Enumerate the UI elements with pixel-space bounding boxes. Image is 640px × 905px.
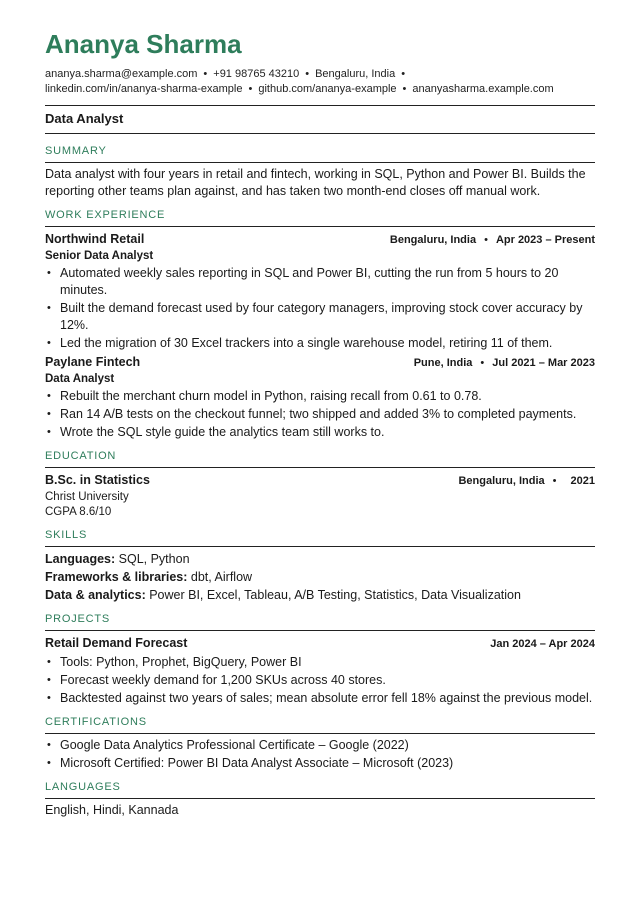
entry-header	[45, 635, 595, 653]
job-title: Senior Data Analyst	[45, 250, 154, 262]
entry-meta	[390, 232, 595, 249]
summary-text: Data analyst with four years in retail and fintech, working in SQL, Python and Power BI. Builds the reporting other teams plan against, and has taken two month-end closes off manual work.	[45, 167, 586, 198]
separator-dot: •	[248, 82, 253, 95]
job-title: Data Analyst	[45, 373, 115, 385]
contact-line-1	[45, 67, 595, 82]
skill-row	[45, 568, 595, 586]
linkedin-link[interactable]: linkedin.com/in/ananya-sharma-example	[45, 82, 243, 95]
education-entry	[45, 472, 595, 520]
skill-row	[45, 586, 595, 604]
certification-item: • Google Data Analytics Professional Certificate – Google (2022)	[60, 737, 595, 754]
languages-text: English, Hindi, Kannada	[45, 803, 179, 817]
skills-list	[45, 550, 595, 604]
section-title-projects: PROJECTS	[45, 613, 595, 631]
website-link[interactable]: ananyasharma.example.com	[412, 82, 554, 95]
entry-meta	[458, 473, 595, 490]
candidate-name: Ananya Sharma	[45, 29, 242, 59]
bullet-item: • Wrote the SQL style guide the analytics team still works to.	[60, 424, 595, 441]
bullet-list	[45, 654, 595, 707]
skill-label: Data & analytics:	[45, 588, 146, 602]
project-name: Retail Demand Forecast	[45, 636, 188, 650]
bullet-item: • Ran 14 A/B tests on the checkout funnel; two shipped and added 3% to completed payments.	[60, 406, 595, 423]
bullet-item: • Automated weekly sales reporting in SQL and Power BI, cutting the run from 5 hours to 20 minutes.	[60, 265, 595, 299]
bullet-item: • Backtested against two years of sales; mean absolute error fell 18% against the previous model.	[60, 690, 595, 707]
bullet-item: • Forecast weekly demand for 1,200 SKUs across 40 stores.	[60, 672, 595, 689]
entry-dates: Jan 2024 – Apr 2024	[490, 638, 595, 650]
company-name: Paylane Fintech	[45, 355, 141, 369]
location: Bengaluru, India	[315, 68, 396, 80]
entry-dates: 2021	[570, 475, 595, 487]
entry-dates: Jul 2021 – Mar 2023	[492, 357, 595, 369]
skill-value: SQL, Python	[118, 552, 190, 566]
entry-meta	[414, 355, 595, 372]
headline-block	[45, 105, 595, 134]
section-title-skills: SKILLS	[45, 529, 595, 547]
bullet-item: • Rebuilt the merchant churn model in Python, raising recall from 0.61 to 0.78.	[60, 388, 595, 405]
section-title-certifications: CERTIFICATIONS	[45, 716, 595, 734]
separator-dot: •	[401, 68, 406, 80]
skill-row	[45, 550, 595, 568]
separator-dot: •	[402, 82, 407, 95]
separator-dot: •	[203, 68, 208, 80]
certification-item: • Microsoft Certified: Power BI Data Analyst Associate – Microsoft (2023)	[60, 755, 595, 772]
entry-location: Pune, India	[413, 357, 473, 369]
separator-dot: •	[552, 475, 557, 487]
certification-list	[45, 737, 595, 772]
section-title-experience: WORK EXPERIENCE	[45, 209, 595, 227]
experience-entry	[45, 354, 595, 441]
bullet-list	[45, 388, 595, 441]
contact-line-2	[45, 82, 595, 97]
section-title-education: EDUCATION	[45, 450, 595, 468]
entry-header	[45, 231, 595, 249]
skill-label: Languages:	[45, 552, 116, 566]
separator-dot: •	[484, 234, 488, 246]
skill-value: dbt, Airflow	[190, 570, 253, 584]
degree-name: B.Sc. in Statistics	[45, 473, 150, 487]
entry-header	[45, 472, 595, 490]
project-entry	[45, 635, 595, 707]
bullet-item: • Built the demand forecast used by four category managers, improving stock cover accuracy by 12%.	[60, 300, 595, 334]
company-name: Northwind Retail	[45, 232, 145, 246]
skill-value: Power BI, Excel, Tableau, A/B Testing, Statistics, Data Visualization	[149, 588, 521, 602]
skill-label: Frameworks & libraries:	[45, 570, 188, 584]
grade: CGPA 8.6/10	[45, 506, 112, 518]
bullet-list	[45, 265, 595, 352]
entry-dates: Apr 2023 – Present	[495, 234, 595, 246]
school-name: Christ University	[45, 491, 129, 503]
separator-dot: •	[305, 68, 310, 80]
entry-location: Bengaluru, India	[389, 234, 477, 246]
entry-header	[45, 354, 595, 372]
experience-entry	[45, 231, 595, 352]
phone-number: +91 98765 43210	[213, 68, 300, 80]
email-link[interactable]: ananya.sharma@example.com	[45, 68, 198, 80]
entry-location: Bengaluru, India	[458, 475, 545, 487]
bullet-item: • Tools: Python, Prophet, BigQuery, Power BI	[60, 654, 595, 671]
section-title-languages: LANGUAGES	[45, 781, 595, 799]
contact-info	[45, 67, 595, 96]
bullet-item: • Led the migration of 30 Excel trackers into a single warehouse model, retiring 11 of them.	[60, 335, 595, 352]
github-link[interactable]: github.com/ananya-example	[258, 82, 397, 95]
section-title-summary: SUMMARY	[45, 145, 595, 163]
divider	[45, 133, 595, 134]
separator-dot: •	[480, 357, 485, 369]
headline: Data Analyst	[45, 111, 124, 126]
